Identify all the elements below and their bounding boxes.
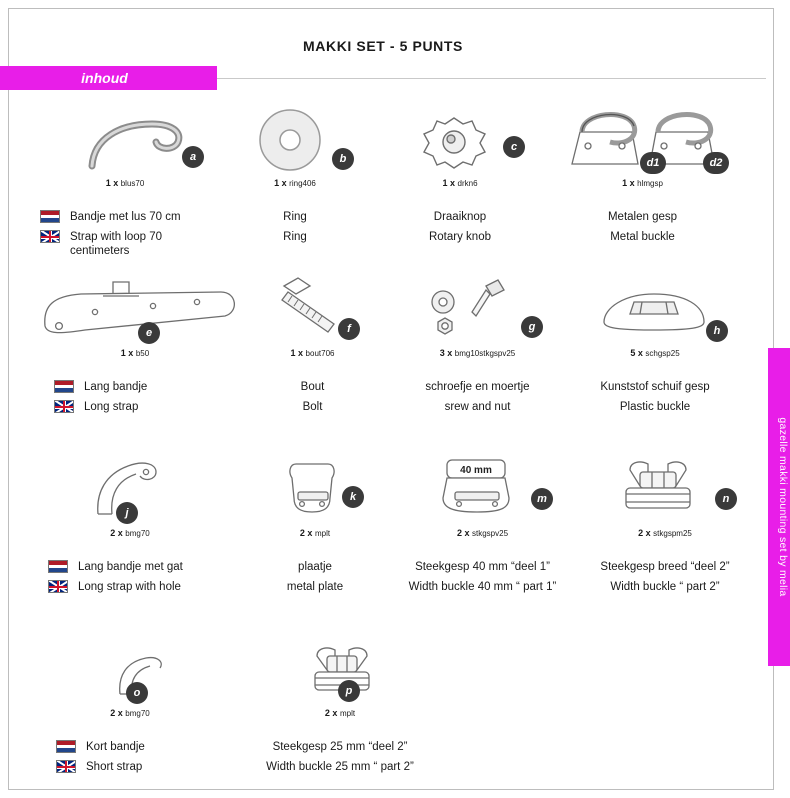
item-j-letter: j	[116, 502, 138, 524]
item-m-labels	[390, 560, 575, 614]
item-e	[20, 270, 250, 434]
item-b	[220, 100, 370, 264]
item-k-en: metal plate	[286, 581, 344, 593]
item-f-labels	[255, 380, 370, 434]
item-o-illustration	[30, 630, 230, 704]
item-b-code: ring406	[289, 179, 316, 188]
item-j-en: Long strap with hole	[30, 580, 230, 614]
item-e-nl: Lang bandje	[20, 380, 250, 400]
item-c-labels	[385, 210, 535, 264]
item-m-qty: 2 x stkgspv25	[456, 528, 509, 538]
item-j-nl: Lang bandje met gat	[30, 560, 230, 580]
item-d-qty: 1 x hlmgsp	[622, 178, 663, 188]
item-g-nl: schroefje en moertje	[425, 381, 530, 393]
flag-nl-icon	[48, 560, 68, 573]
item-d-code: hlmgsp	[637, 179, 663, 188]
flag-uk-icon	[56, 760, 76, 773]
item-j-qty: 2 x bmg70	[110, 528, 150, 538]
item-d	[550, 100, 735, 264]
item-j-labels	[30, 560, 230, 614]
flag-uk-icon	[40, 230, 60, 243]
flag-nl-icon	[54, 380, 74, 393]
item-p	[240, 630, 440, 794]
item-g-labels	[390, 380, 565, 434]
item-k-code: mplt	[314, 529, 331, 538]
item-o-letter: o	[126, 682, 148, 704]
item-f	[255, 270, 370, 434]
item-c-illustration	[385, 100, 535, 174]
item-h-letter: h	[706, 320, 728, 342]
item-a-en: Strap with loop 70 centimeters	[40, 230, 210, 264]
item-m-en: Width buckle 40 mm “ part 1”	[408, 581, 557, 593]
item-e-illustration	[20, 270, 250, 344]
item-c-letter: c	[503, 136, 525, 158]
item-d-en: Metal buckle	[610, 231, 675, 243]
item-f-code: bout706	[305, 349, 335, 358]
item-b-labels	[220, 210, 370, 264]
item-c-qty: 1 x drkn6	[442, 178, 478, 188]
item-k-illustration	[250, 450, 380, 524]
item-k-labels	[250, 560, 380, 614]
item-n-qty: 2 x stkgspm25	[638, 528, 692, 538]
item-j-code: bmg70	[125, 529, 150, 538]
item-d-labels	[550, 210, 735, 264]
item-a-letter: a	[182, 146, 204, 168]
item-o-qty: 2 x bmg70	[110, 708, 150, 718]
flag-uk-icon	[48, 580, 68, 593]
item-m	[390, 450, 575, 614]
item-g-en: srew and nut	[444, 401, 511, 413]
item-o-code: bmg70	[125, 709, 150, 718]
item-h-illustration	[570, 270, 740, 344]
item-a-illustration	[40, 100, 210, 174]
side-brand-bar	[768, 348, 790, 666]
item-a-qty: 1 x blus70	[105, 178, 145, 188]
item-n-nl: Steekgesp breed “deel 2”	[600, 561, 730, 573]
item-d-illustration	[550, 100, 735, 174]
item-h	[570, 270, 740, 434]
item-c-code: drkn6	[457, 179, 478, 188]
flag-nl-icon	[40, 210, 60, 223]
item-f-illustration	[255, 270, 370, 344]
item-d1-letter: d1	[640, 152, 666, 174]
item-d2-letter: d2	[703, 152, 729, 174]
item-b-nl: Ring	[283, 211, 307, 223]
item-b-qty: 1 x ring406	[274, 178, 316, 188]
item-h-nl: Kunststof schuif gesp	[600, 381, 710, 393]
item-m-nl: Steekgesp 40 mm “deel 1”	[415, 561, 550, 573]
item-f-letter: f	[338, 318, 360, 340]
item-h-qty: 5 x schgsp25	[630, 348, 680, 358]
item-a	[40, 100, 210, 264]
flag-uk-icon	[54, 400, 74, 413]
item-m-letter: m	[531, 488, 553, 510]
item-b-letter: b	[332, 148, 354, 170]
item-k-qty: 2 x mplt	[299, 528, 331, 538]
item-f-en: Bolt	[302, 401, 323, 413]
item-k	[250, 450, 380, 614]
item-p-qty: 2 x mplt	[324, 708, 356, 718]
item-o	[30, 630, 230, 794]
item-n-letter: n	[715, 488, 737, 510]
section-header-label: inhoud	[81, 70, 128, 86]
item-c-nl: Draaiknop	[433, 211, 487, 223]
item-k-nl: plaatje	[298, 561, 332, 573]
item-c	[385, 100, 535, 264]
item-e-letter: e	[138, 322, 160, 344]
item-b-illustration	[220, 100, 370, 174]
item-d-nl: Metalen gesp	[607, 211, 678, 223]
item-e-code: b50	[135, 349, 150, 358]
item-e-en: Long strap	[20, 400, 250, 434]
item-f-qty: 1 x bout706	[290, 348, 335, 358]
item-f-nl: Bout	[300, 381, 325, 393]
item-n-labels	[575, 560, 755, 614]
item-n-illustration	[575, 450, 755, 524]
item-j-illustration	[30, 450, 230, 524]
item-c-en: Rotary knob	[428, 231, 491, 243]
item-n-code: stkgspm25	[653, 529, 692, 538]
item-p-en: Width buckle 25 mm “ part 2”	[266, 761, 414, 773]
item-h-labels	[570, 380, 740, 434]
item-o-nl: Kort bandje	[30, 740, 230, 760]
item-g-code: bmg10stkgspv25	[454, 349, 516, 358]
item-a-nl: Bandje met lus 70 cm	[40, 210, 210, 230]
page-title: MAKKI SET - 5 PUNTS	[303, 38, 463, 54]
item-p-code: mplt	[339, 709, 356, 718]
flag-nl-icon	[56, 740, 76, 753]
item-k-letter: k	[342, 486, 364, 508]
item-a-labels	[40, 210, 210, 264]
header-divider	[217, 78, 766, 79]
item-p-illustration	[240, 630, 440, 704]
item-e-qty: 1 x b50	[120, 348, 150, 358]
item-j	[30, 450, 230, 614]
item-p-nl: Steekgesp 25 mm “deel 2”	[272, 741, 408, 753]
item-n	[575, 450, 755, 614]
item-o-labels	[30, 740, 230, 794]
section-header-inhoud	[0, 66, 217, 90]
item-p-labels	[240, 740, 440, 794]
item-b-en: Ring	[283, 231, 307, 243]
item-m-illustration	[390, 450, 575, 524]
item-h-code: schgsp25	[645, 349, 680, 358]
side-brand-label: gazelle makki mounting set by melia	[777, 417, 789, 597]
item-h-en: Plastic buckle	[619, 401, 691, 413]
item-g-qty: 3 x bmg10stkgspv25	[439, 348, 516, 358]
item-p-letter: p	[338, 680, 360, 702]
item-e-labels	[20, 380, 250, 434]
item-g	[390, 270, 565, 434]
item-n-en: Width buckle “ part 2”	[610, 581, 720, 593]
item-o-en: Short strap	[30, 760, 230, 794]
item-g-letter: g	[521, 316, 543, 338]
item-a-code: blus70	[120, 179, 145, 188]
svg-text:40 mm: 40 mm	[459, 465, 492, 476]
item-g-illustration	[390, 270, 565, 344]
item-m-code: stkgspv25	[472, 529, 509, 538]
